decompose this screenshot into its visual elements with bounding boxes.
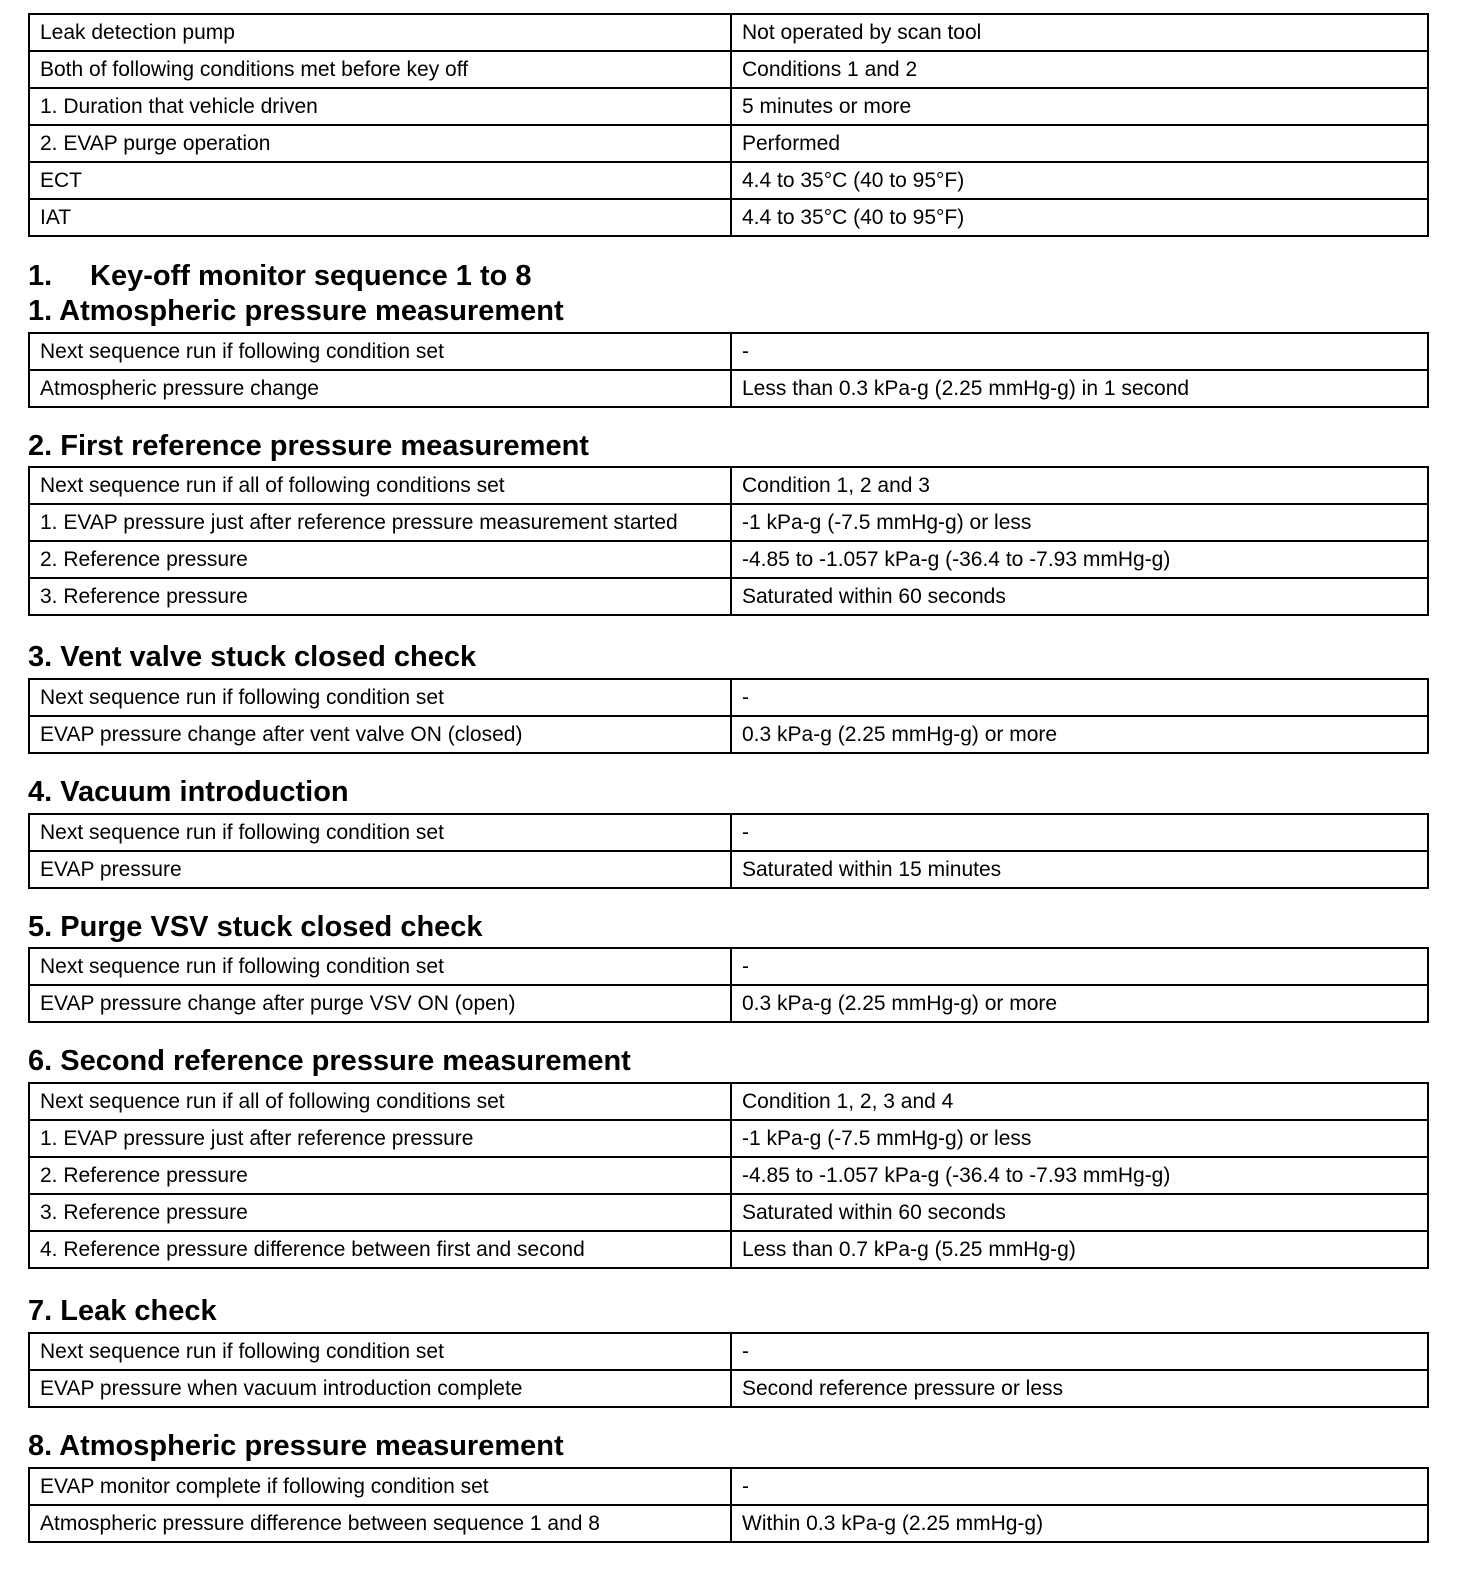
table-row <box>29 851 1428 888</box>
condition-value: 0.3 kPa-g (2.25 mmHg-g) or more <box>731 716 1428 753</box>
condition-label: Atmospheric pressure difference between sequence 1 and 8 <box>29 1505 731 1542</box>
condition-value: - <box>731 679 1428 716</box>
section-table <box>28 1467 1429 1543</box>
condition-label: Next sequence run if all of following conditions set <box>29 1083 731 1120</box>
condition-value: Less than 0.3 kPa-g (2.25 mmHg-g) in 1 second <box>731 370 1428 407</box>
condition-value: Condition 1, 2, 3 and 4 <box>731 1083 1428 1120</box>
section-table <box>28 1332 1429 1408</box>
condition-label: Atmospheric pressure change <box>29 370 731 407</box>
condition-value: - <box>731 814 1428 851</box>
condition-label: 1. Duration that vehicle driven <box>29 88 731 125</box>
section-table <box>28 1082 1429 1269</box>
condition-label: EVAP pressure <box>29 851 731 888</box>
table-row <box>29 578 1428 615</box>
section-table <box>28 947 1429 1023</box>
section-title: 2. First reference pressure measurement <box>28 430 589 462</box>
condition-value: Not operated by scan tool <box>731 14 1428 51</box>
condition-label: EVAP pressure change after vent valve ON (closed) <box>29 716 731 753</box>
condition-value: - <box>731 948 1428 985</box>
condition-value: Saturated within 15 minutes <box>731 851 1428 888</box>
main-heading-text: Key-off monitor sequence 1 to 8 <box>90 260 532 292</box>
table-row <box>29 1505 1428 1542</box>
condition-value: Saturated within 60 seconds <box>731 578 1428 615</box>
condition-label: Both of following conditions met before key off <box>29 51 731 88</box>
table-row <box>29 125 1428 162</box>
condition-value: Conditions 1 and 2 <box>731 51 1428 88</box>
condition-label: Leak detection pump <box>29 14 731 51</box>
table-row <box>29 1157 1428 1194</box>
condition-label: 1. EVAP pressure just after reference pressure <box>29 1120 731 1157</box>
table-row <box>29 51 1428 88</box>
condition-label: Next sequence run if following condition set <box>29 1333 731 1370</box>
table-row <box>29 985 1428 1022</box>
condition-value: 4.4 to 35°C (40 to 95°F) <box>731 199 1428 236</box>
condition-value: -4.85 to -1.057 kPa-g (-36.4 to -7.93 mmHg-g) <box>731 541 1428 578</box>
table-row <box>29 716 1428 753</box>
condition-label: 2. Reference pressure <box>29 541 731 578</box>
main-heading <box>28 259 532 293</box>
condition-value: - <box>731 1333 1428 1370</box>
main-heading-number: 1. <box>28 260 53 292</box>
condition-value: -4.85 to -1.057 kPa-g (-36.4 to -7.93 mmHg-g) <box>731 1157 1428 1194</box>
section-table <box>28 466 1429 616</box>
condition-value: Performed <box>731 125 1428 162</box>
section-title: 8. Atmospheric pressure measurement <box>28 1430 564 1462</box>
table-row <box>29 948 1428 985</box>
condition-value: 5 minutes or more <box>731 88 1428 125</box>
table-row <box>29 541 1428 578</box>
condition-label: ECT <box>29 162 731 199</box>
condition-label: 3. Reference pressure <box>29 578 731 615</box>
table-row <box>29 814 1428 851</box>
condition-label: 3. Reference pressure <box>29 1194 731 1231</box>
table-row <box>29 333 1428 370</box>
table-row <box>29 679 1428 716</box>
table-row <box>29 199 1428 236</box>
table-row <box>29 1370 1428 1407</box>
condition-label: Next sequence run if following condition set <box>29 679 731 716</box>
condition-value: - <box>731 1468 1428 1505</box>
condition-value: -1 kPa-g (-7.5 mmHg-g) or less <box>731 504 1428 541</box>
table-row <box>29 504 1428 541</box>
condition-value: 0.3 kPa-g (2.25 mmHg-g) or more <box>731 985 1428 1022</box>
section-title: 3. Vent valve stuck closed check <box>28 641 477 673</box>
condition-value: 4.4 to 35°C (40 to 95°F) <box>731 162 1428 199</box>
section-table <box>28 813 1429 889</box>
table-row <box>29 1120 1428 1157</box>
section-title: 4. Vacuum introduction <box>28 776 349 808</box>
condition-label: Next sequence run if following condition set <box>29 948 731 985</box>
table-row <box>29 162 1428 199</box>
table-row <box>29 1194 1428 1231</box>
condition-value: - <box>731 333 1428 370</box>
table-row <box>29 1083 1428 1120</box>
condition-label: Next sequence run if following condition set <box>29 333 731 370</box>
condition-value: Second reference pressure or less <box>731 1370 1428 1407</box>
condition-label: 2. Reference pressure <box>29 1157 731 1194</box>
condition-label: 2. EVAP purge operation <box>29 125 731 162</box>
conditions-table <box>28 13 1429 237</box>
condition-value: Less than 0.7 kPa-g (5.25 mmHg-g) <box>731 1231 1428 1268</box>
section-table <box>28 332 1429 408</box>
section-title: 7. Leak check <box>28 1295 217 1327</box>
table-row <box>29 467 1428 504</box>
condition-value: Within 0.3 kPa-g (2.25 mmHg-g) <box>731 1505 1428 1542</box>
section-table <box>28 678 1429 754</box>
table-row <box>29 1333 1428 1370</box>
section-title: 6. Second reference pressure measurement <box>28 1045 631 1077</box>
condition-label: 4. Reference pressure difference between first and second <box>29 1231 731 1268</box>
condition-value: Condition 1, 2 and 3 <box>731 467 1428 504</box>
condition-label: EVAP monitor complete if following condition set <box>29 1468 731 1505</box>
condition-label: EVAP pressure change after purge VSV ON (open) <box>29 985 731 1022</box>
condition-label: IAT <box>29 199 731 236</box>
table-row <box>29 88 1428 125</box>
section-title: 1. Atmospheric pressure measurement <box>28 295 564 327</box>
section-title: 5. Purge VSV stuck closed check <box>28 911 483 943</box>
condition-label: Next sequence run if following condition set <box>29 814 731 851</box>
condition-label: 1. EVAP pressure just after reference pressure measurement started <box>29 504 731 541</box>
table-row <box>29 1231 1428 1268</box>
condition-label: Next sequence run if all of following conditions set <box>29 467 731 504</box>
table-row <box>29 1468 1428 1505</box>
table-row <box>29 370 1428 407</box>
condition-label: EVAP pressure when vacuum introduction complete <box>29 1370 731 1407</box>
table-row <box>29 14 1428 51</box>
condition-value: -1 kPa-g (-7.5 mmHg-g) or less <box>731 1120 1428 1157</box>
condition-value: Saturated within 60 seconds <box>731 1194 1428 1231</box>
